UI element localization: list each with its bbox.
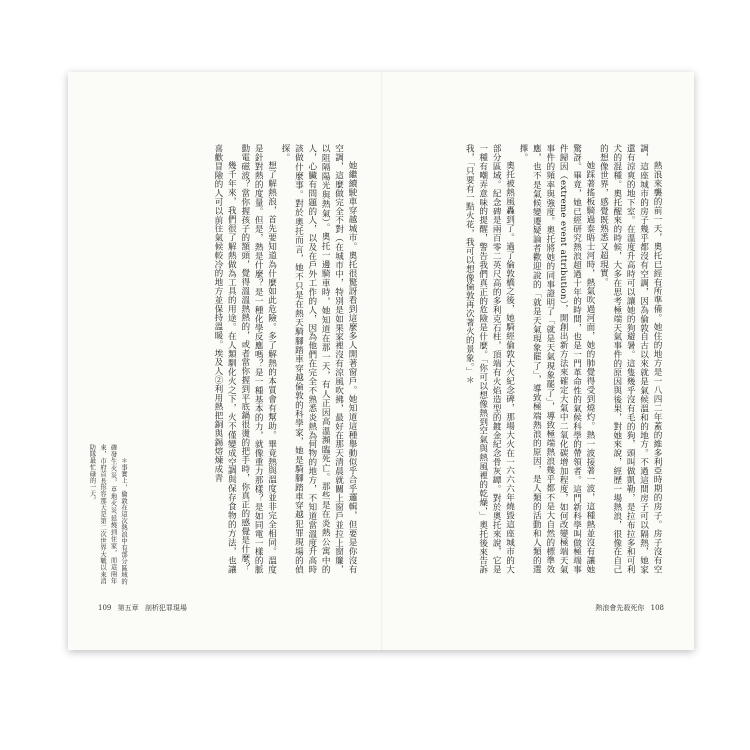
right-paragraph-1: 熱浪來襲的前一天，奧托已經有所準備。她住的地方是一八四二年蓋的維多利亞時期的房子。房子沒有空調，這座城市的房子幾乎都沒有空調，因為倫敦自古以來就是氣候溫和的地方。不過這間房子可以隔熱，她家還有涼爽的地下室。在溫度升高時可以讓她的狗避暑。這隻幾乎沒有毛的狗，頭叫做凱勒，是拉布拉多和可利犬的混種。奧托醒來的時候，大多在思考極端天氣事件的原因與後果，對她來說，經歷一場熱浪，很像在自己的想像世界，感覺既熟悉又超現實。 <box>598 144 662 574</box>
book-spread <box>68 72 694 650</box>
right-page <box>381 72 694 650</box>
footnote-text: ＊事實上，倫敦在這次熱浪中有部分區域的確發生火災，草地火災延燒到住家，而這兩年來，市府首長形容那天是第二次世界大戰以來消防隊最忙碌的一天。 <box>88 444 127 584</box>
right-page-body <box>401 144 663 574</box>
right-paragraph-3: 奧托被熱風轟到了。過了倫敦橋之後，她騎經倫敦大火紀念碑，那場大火在一六六六年燒毀這座城市的大部分區域。紀念碑是兩百零二英尺高的多利克石柱，頂端有火焰造型的鍍金紀念骨灰罈。對於奧托來說，它是一種有嘲弄意味的提醒，警告我們真正的危險是什麼。「你可以想像熱到空氣與熱風裡的乾燥，」奧托後來告訴我，「只要有一點火花，我可以想像倫敦再次著火的景象。」＊ <box>464 144 515 574</box>
right-paragraph-2: 她踩著搖板騎過泰晤士河時，熱氣吹過河面，她的肺覺得受到燒灼。熱一波接著一波，這種熱並沒有讓她驚訝。畢竟，她已經研究熱浪超過十年的時間，也是一門革命性的氣候科學的帶領者。這門新科學叫做極端事件歸因（extreme event attribution），開創出新方法來確定大氣中二氧化碳增加程度，如何改變極端天氣事件的頻率與強度。奧托將她的同事證明了「就是天氣現象罷了」，導致極端熱浪幾乎都不是大自然的標準效應，也不是氣候變遷疑論者歡迎說的「就是天氣現象罷了」，導致極端熱浪的原因，是人類的活動和人類的選擇。 <box>517 144 595 574</box>
left-paragraph-2: 想了解熱浪，首先要知道為什麼如此危險。多了解熱的本質會有幫助。畢竟熱與溫度並非完全相同。溫度是針對熱的度量。但是，熱是什麼？是一種化學反應嗎？是一種基本的力，就像重力那樣？是如同電一樣的脈動電磁波？當你握孩子的額頭，覺得溫溫熱熱的，或者當你握到平底鍋很燙的把手時，你真正的感覺是什麼？ <box>239 144 277 574</box>
left-paragraph-1: 她繼續駛車穿越城市。奧托很驚訝看到這麼多人開著窗戶。她知道這種舉動似乎合乎邏輯，但要是你沒有空調，這麼做完全不對（在城市中，特別是如果家裡沒有涼風吹拂，最好在那天清晨就關上窗戶並拉上窗簾，以阻隔陽光與熱氣）。奧托一邊騎車時，她知道在那一天，有人正因高溫瀕臨死亡。那些是在炎熱公寓中的人，心臟有問題的人，以及在戶外工作的人，因為他們在完全不熟悉炎熱為何物的地方，不知道當溫度升高時該做什麼事。對於奧托而言，她不只是在熱天騎腳踏車穿越倫敦的科學家，她是騎腳踏車穿越犯罪現場的偵探。 <box>279 144 357 574</box>
left-page <box>68 72 381 650</box>
left-page-body <box>152 144 358 574</box>
book-title: 熱浪會先殺死你 <box>595 604 645 612</box>
right-page-folio <box>593 603 666 613</box>
left-page-folio <box>96 603 189 613</box>
left-page-number: 109 <box>98 604 112 612</box>
left-paragraph-3: 幾千年來，我們很了解熱做為工具的用途。在人類馴化火之下，火不僅變成空調與保存食物的方法，也讓喜歡冒險的人可以前往氣候較冷的地方並保持溫暖。埃及人②利用熱把銅與錫熔煉成青 <box>212 144 237 574</box>
footnote <box>88 444 128 584</box>
chapter-label: 第五章 <box>117 604 139 612</box>
chapter-title: 剖析犯罪現場 <box>144 604 187 612</box>
right-page-number: 108 <box>650 604 664 612</box>
